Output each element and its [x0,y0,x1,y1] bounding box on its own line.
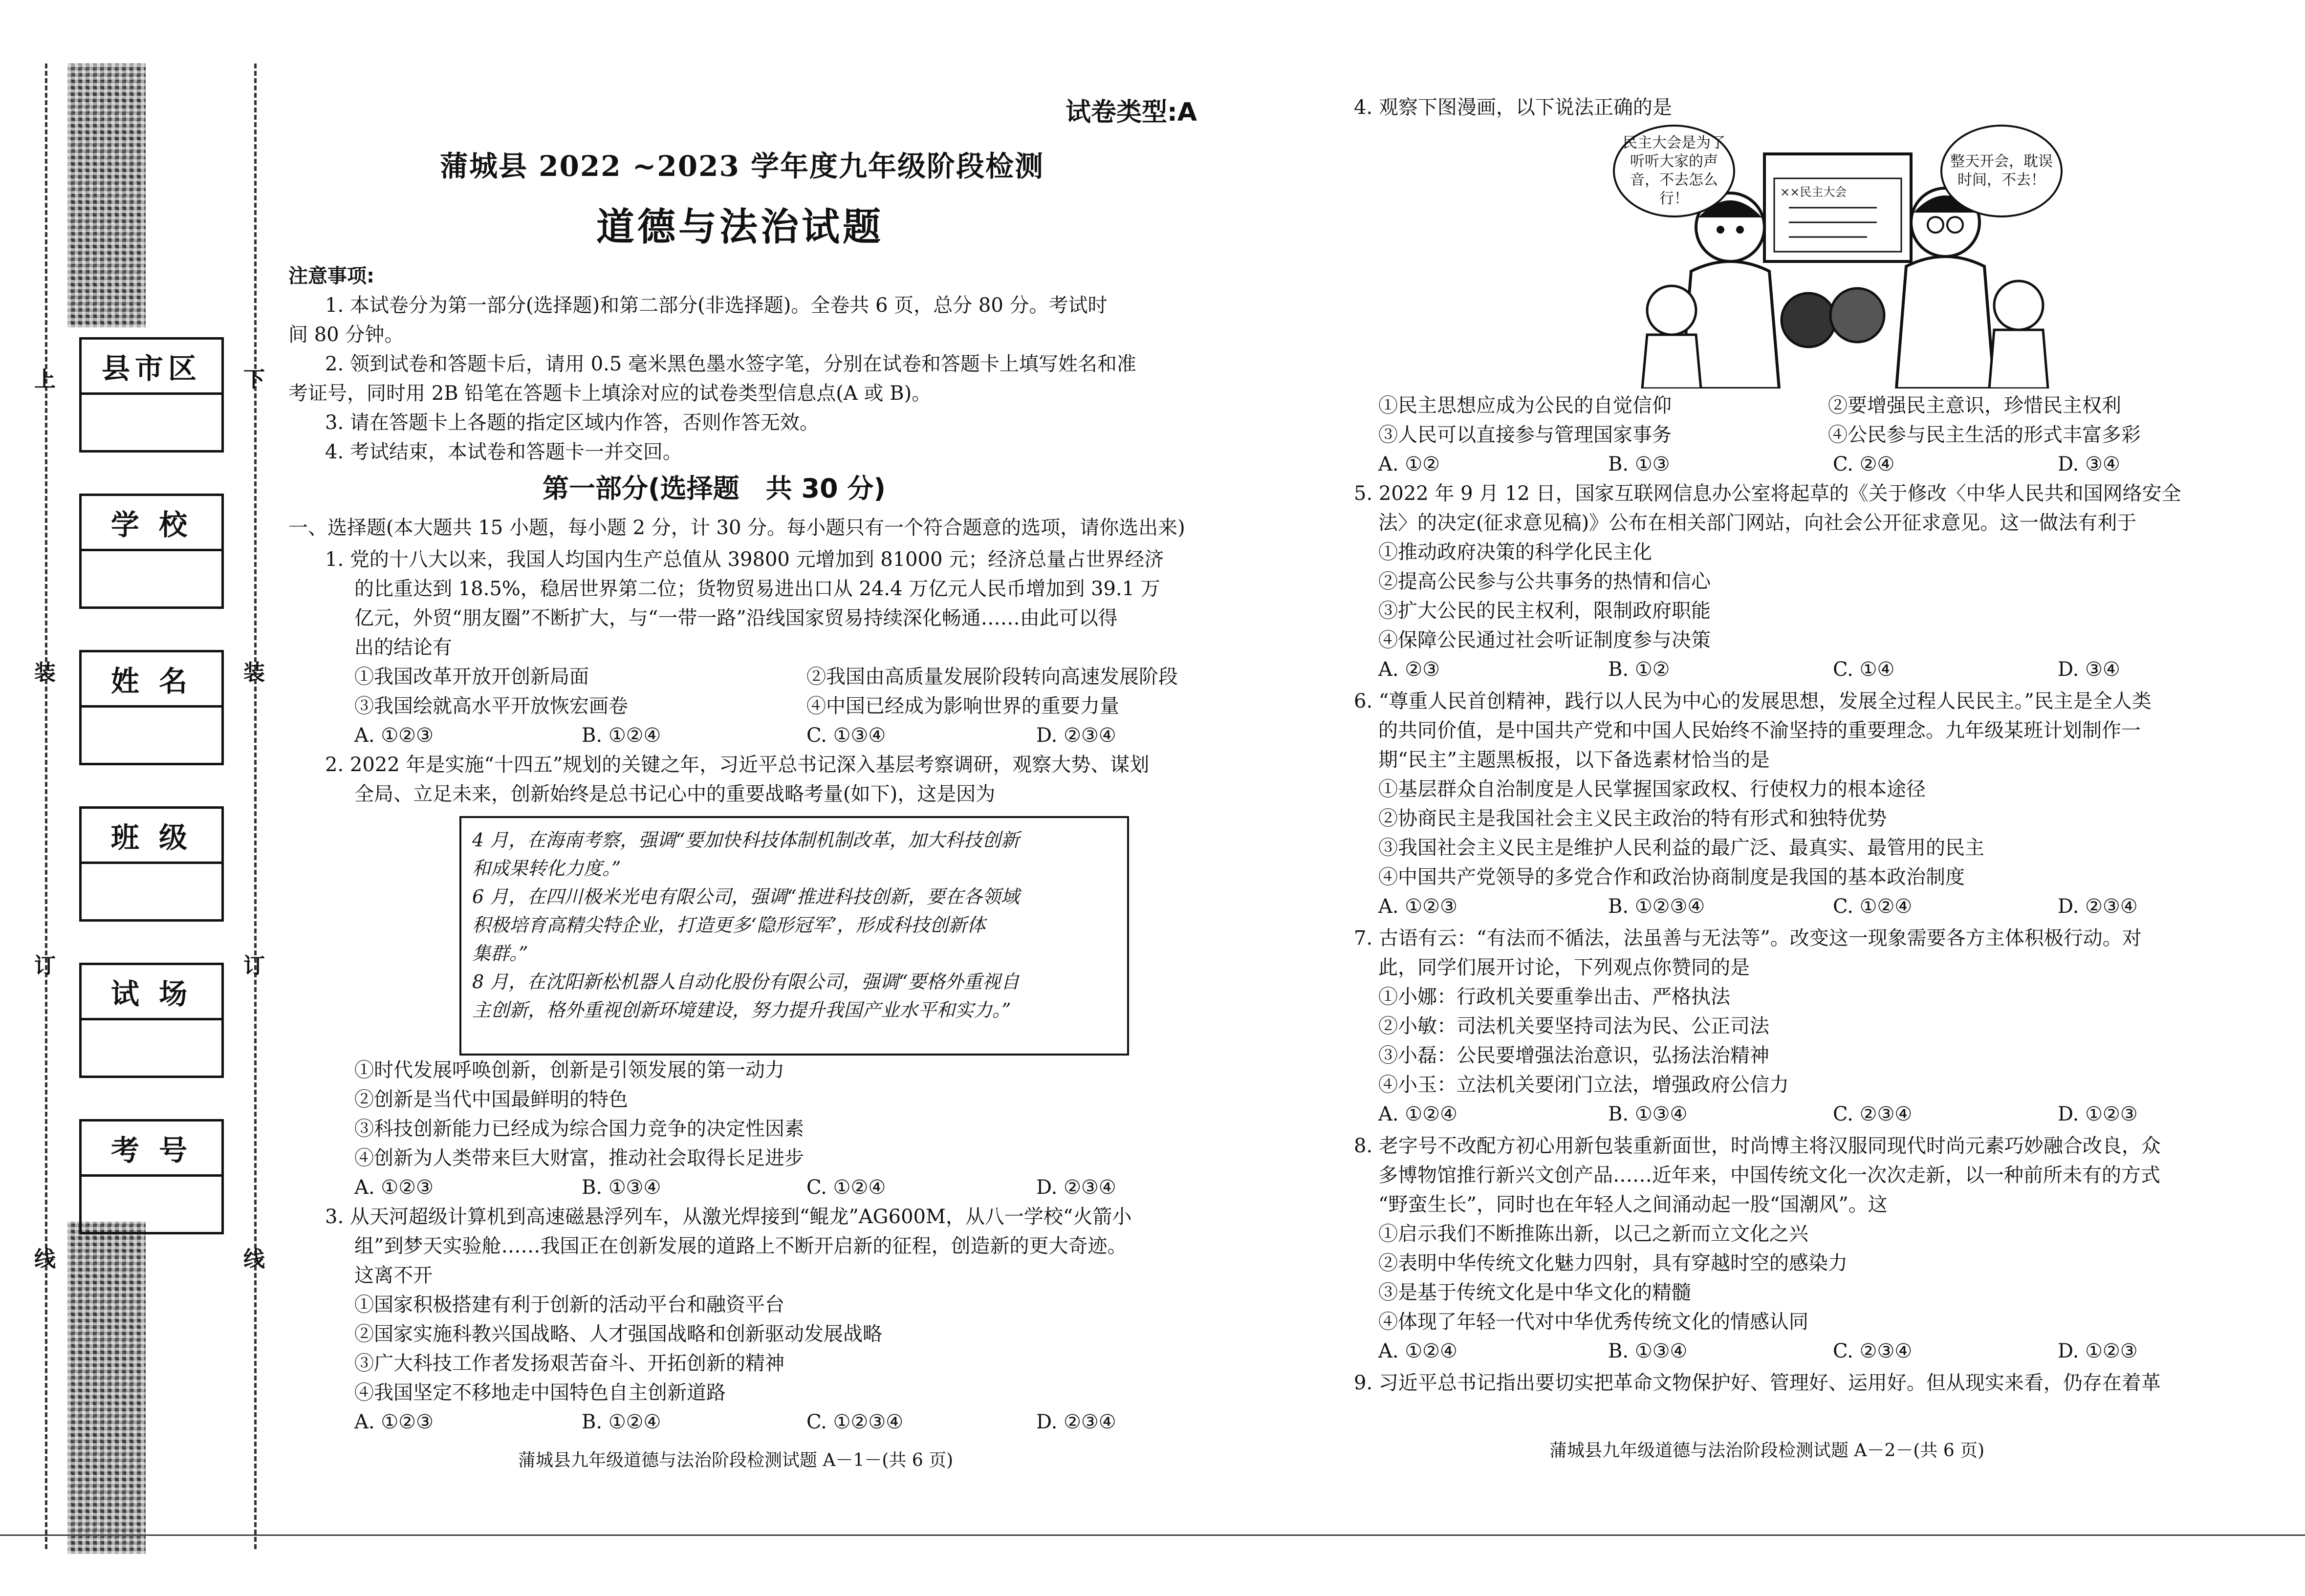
q4-choice-a[interactable]: A. ①② [1378,453,1440,475]
barcode-strip-top [67,64,146,327]
q1-line-2: 的比重达到 18.5%，稳居世界第二位；货物贸易进出口从 24.4 万亿元人民币增加到 39.1 万 [354,578,1160,600]
q2-quote-line-1: 4 月，在海南考察，强调“要加快科技体制机制改革，加大科技创新 [472,829,1020,851]
q7-line-1: 7. 古语有云：“有法而不循法，法虽善与无法等”。改变这一现象需要各方主体积极行动。对 [1354,927,2142,949]
q7-item-4: ④小玉：立法机关要闭门立法，增强政府公信力 [1378,1074,1789,1096]
paper-type: 试卷类型:A [1066,98,1197,127]
q5-item-3: ③扩大公民的民主权利，限制政府职能 [1378,600,1711,622]
field-name[interactable] [79,650,224,765]
q7-item-2: ②小敏：司法机关要坚持司法为民、公正司法 [1378,1015,1769,1037]
q6-line-3: 期“民主”主题黑板报，以下备选素材恰当的是 [1378,749,1770,771]
notice-line-3: 2. 领到试卷和答题卡后，请用 0.5 毫米黑色墨水签字笔，分别在试卷和答题卡上填写姓名和准 [325,353,1136,375]
q2-quote-box [459,816,1129,1056]
q7-item-3: ③小磊：公民要增强法治意识，弘扬法治精神 [1378,1044,1769,1067]
q2-choice-c[interactable]: C. ①②④ [806,1176,886,1199]
q3-choice-d[interactable]: D. ②③④ [1036,1411,1116,1433]
footer-right: 蒲城县九年级道德与法治阶段检测试题 A－2－(共 6 页) [1549,1441,1985,1461]
q3-item-3: ③广大科技工作者发扬艰苦奋斗、开拓创新的精神 [354,1352,784,1375]
q2-quote-line-7: 主创新，格外重视创新环境建设，努力提升我国产业水平和实力。” [472,999,1011,1021]
q2-choice-d[interactable]: D. ②③④ [1036,1176,1116,1199]
exam-title: 蒲城县 2022 ~2023 学年度九年级阶段检测 [440,150,1044,183]
q8-item-4: ④体现了年轻一代对中华优秀传统文化的情感认同 [1378,1311,1808,1333]
q4-item-1: ①民主思想应成为公民的自觉信仰 [1378,394,1672,417]
page-bottom-rule [0,1534,2305,1536]
q3-choice-c[interactable]: C. ①②③④ [806,1411,904,1433]
q5-choice-d[interactable]: D. ③④ [2058,658,2120,681]
q6-choice-b[interactable]: B. ①②③④ [1608,895,1705,918]
q6-item-1: ①基层群众自治制度是人民掌握国家政权、行使权力的根本途径 [1378,778,1926,800]
q6-choice-c[interactable]: C. ①②④ [1833,895,1913,918]
q1-line-4: 出的结论有 [354,636,452,659]
q5-choice-b[interactable]: B. ①② [1608,658,1670,681]
field-name-label: 姓 名 [82,652,221,708]
q3-line-1: 3. 从天河超级计算机到高速磁悬浮列车，从激光焊接到“鲲龙”AG600M，从八一学校“火箭小 [325,1206,1132,1228]
field-school-label: 学 校 [82,496,221,551]
q6-line-1: 6. “尊重人民首创精神，践行以人民为中心的发展思想，发展全过程人民民主。”民主是全人类 [1354,690,2152,712]
field-exam-number-label: 考 号 [82,1122,221,1177]
q6-line-2: 的共同价值，是中国共产党和中国人民始终不渝坚持的重要理念。九年级某班计划制作一 [1378,719,2141,742]
binding-line-left [45,64,47,1549]
q2-quote-line-5: 集群。” [472,943,528,964]
cartoon-bubble-right: 整天开会，耽误时间，不去！ [1940,125,2063,217]
q4-choice-b[interactable]: B. ①③ [1608,453,1670,475]
field-class-label: 班 级 [82,809,221,864]
q2-choice-b[interactable]: B. ①③④ [582,1176,661,1199]
barcode-strip-bottom [67,1222,146,1554]
q2-line-1: 2. 2022 年是实施“十四五”规划的关键之年，习近平总书记深入基层考察调研，观察大势、谋划 [325,754,1150,776]
q8-line-3: “野蛮生长”，同时也在年轻人之间涌动起一股“国潮风”。这 [1378,1193,1888,1216]
q1-choice-d[interactable]: D. ②③④ [1036,724,1116,747]
q2-quote-line-6: 8 月，在沈阳新松机器人自动化股份有限公司，强调“要格外重视自 [472,971,1020,992]
q5-choice-c[interactable]: C. ①④ [1833,658,1895,681]
field-county[interactable] [79,337,224,453]
notice-line-4: 考证号，同时用 2B 铅笔在答题卡上填涂对应的试卷类型信息点(A 或 B)。 [288,382,932,405]
part1-heading: 第一部分(选择题 共 30 分) [543,473,886,504]
q2-item-1: ①时代发展呼唤创新，创新是引领发展的第一动力 [354,1059,784,1081]
q6-choice-d[interactable]: D. ②③④ [2058,895,2138,918]
q5-choice-a[interactable]: A. ②③ [1378,658,1440,681]
q3-line-2: 组”到梦天实验舱……我国正在创新发展的道路上不断开启新的征程，创造新的更大奇迹。 [354,1235,1127,1257]
field-exam-room[interactable] [79,963,224,1078]
binding-char-right-3: 订 [243,953,265,978]
q4-item-4: ④公民参与民主生活的形式丰富多彩 [1828,424,2141,446]
q3-line-3: 这离不开 [354,1264,433,1287]
notice-heading: 注意事项: [288,265,374,287]
q3-item-4: ④我国坚定不移地走中国特色自主创新道路 [354,1381,726,1404]
q5-item-2: ②提高公民参与公共事务的热情和信心 [1378,570,1711,593]
q7-item-1: ①小娜：行政机关要重拳出击、严格执法 [1378,986,1730,1008]
q1-item-3: ③我国绘就高水平开放恢宏画卷 [354,695,628,717]
q6-item-3: ③我国社会主义民主是维护人民利益的最广泛、最真实、最管用的民主 [1378,837,1984,859]
q8-choice-b[interactable]: B. ①③④ [1608,1340,1688,1362]
part1-intro: 一、选择题(本大题共 15 小题，每小题 2 分，计 30 分。每小题只有一个符合题意的选项，请你选出来) [288,517,1185,539]
q8-choice-a[interactable]: A. ①②④ [1378,1340,1457,1362]
q2-quote-line-3: 6 月，在四川极米光电有限公司，强调“推进科技创新，要在各领域 [472,886,1020,907]
q1-choice-a[interactable]: A. ①②③ [354,724,434,747]
notice-line-1: 1. 本试卷分为第一部分(选择题)和第二部分(非选择题)。全卷共 6 页，总分 80 分。考试时 [325,294,1108,317]
q4-stem: 4. 观察下图漫画，以下说法正确的是 [1354,96,1672,119]
q1-item-2: ②我国由高质量发展阶段转向高速发展阶段 [806,666,1178,688]
q6-item-2: ②协商民主是我国社会主义民主政治的特有形式和独特优势 [1378,807,1887,830]
field-class[interactable] [79,806,224,922]
binding-char-right-1: 下 [243,367,265,392]
q8-item-2: ②表明中华传统文化魅力四射，具有穿越时空的感染力 [1378,1252,1848,1274]
q7-choice-a[interactable]: A. ①②④ [1378,1103,1457,1125]
cartoon-illustration [1603,125,2072,388]
field-county-label: 县市区 [82,340,221,395]
q2-item-4: ④创新为人类带来巨大财富，推动社会取得长足进步 [354,1147,804,1169]
q2-choice-a[interactable]: A. ①②③ [354,1176,434,1199]
q5-line-1: 5. 2022 年 9 月 12 日，国家互联网信息办公室将起草的《关于修改〈中华人民共和国网络安全 [1354,482,2181,505]
q7-line-2: 此，同学们展开讨论，下列观点你赞同的是 [1378,956,1750,979]
binding-line-right [254,64,257,1549]
subject-title: 道德与法治试题 [596,205,884,249]
binding-char-left-3: 订 [34,953,56,978]
q1-item-4: ④中国已经成为影响世界的重要力量 [806,695,1119,717]
notice-line-5: 3. 请在答题卡上各题的指定区域内作答，否则作答无效。 [325,411,819,434]
q7-choice-d[interactable]: D. ①②③ [2058,1103,2138,1125]
q2-line-2: 全局、立足未来，创新始终是总书记心中的重要战略考量(如下)，这是因为 [354,783,996,805]
q8-line-2: 多博物馆推行新兴文创产品……近年来，中国传统文化一次次走新，以一种前所未有的方式 [1378,1164,2160,1186]
field-school[interactable] [79,494,224,609]
q1-item-1: ①我国改革开放开创新局面 [354,666,589,688]
q8-item-1: ①启示我们不断推陈出新，以己之新而立文化之兴 [1378,1223,1808,1245]
q7-choice-b[interactable]: B. ①③④ [1608,1103,1688,1125]
q8-line-1: 8. 老字号不改配方初心用新包装重新面世，时尚博主将汉服同现代时尚元素巧妙融合改良，众 [1354,1135,2161,1157]
q8-item-3: ③是基于传统文化是中华文化的精髓 [1378,1281,1691,1304]
q7-choice-c[interactable]: C. ②③④ [1833,1103,1913,1125]
q3-item-1: ①国家积极搭建有利于创新的活动平台和融资平台 [354,1294,784,1316]
q3-choice-b[interactable]: B. ①②④ [582,1411,661,1433]
q4-choice-c[interactable]: C. ②④ [1833,453,1895,475]
footer-left: 蒲城县九年级道德与法治阶段检测试题 A－1－(共 6 页) [518,1450,954,1470]
q3-choice-a[interactable]: A. ①②③ [354,1411,434,1433]
binding-char-left-1: 上 [34,367,56,392]
q2-item-2: ②创新是当代中国最鲜明的特色 [354,1088,628,1111]
q6-choice-a[interactable]: A. ①②③ [1378,895,1457,918]
q6-item-4: ④中国共产党领导的多党合作和政治协商制度是我国的基本政治制度 [1378,866,1965,888]
q2-quote-line-4: 积极培育高精尖特企业，打造更多‘隐形冠军’，形成科技创新体 [472,914,986,936]
cartoon-board-label: ××民主大会 [1780,185,1847,199]
binding-char-right-2: 装 [243,660,265,685]
q5-item-4: ④保障公民通过社会听证制度参与决策 [1378,629,1711,651]
q1-choice-b[interactable]: B. ①②④ [582,724,661,747]
q8-choice-d[interactable]: D. ①②③ [2058,1340,2138,1362]
q1-line-3: 亿元，外贸“朋友圈”不断扩大，与“一带一路”沿线国家贸易持续深化畅通……由此可以得 [354,607,1118,629]
q2-quote-line-2: 和成果转化力度。” [472,858,621,879]
field-exam-room-label: 试 场 [82,965,221,1020]
q5-line-2: 法〉的决定(征求意见稿)》公布在相关部门网站，向社会公开征求意见。这一做法有利于 [1378,512,2137,534]
q1-line-1: 1. 党的十八大以来，我国人均国内生产总值从 39800 元增加到 81000 元；经济总量占世界经济 [325,548,1164,571]
q3-item-2: ②国家实施科教兴国战略、人才强国战略和创新驱动发展战略 [354,1323,882,1345]
binding-char-right-4: 线 [243,1247,265,1272]
notice-line-2: 间 80 分钟。 [288,324,404,346]
field-exam-number[interactable] [79,1119,224,1234]
cartoon-bubble-left: 民主大会是为了听听大家的声音，不去怎么行！ [1613,125,1735,217]
binding-char-left-2: 装 [34,660,56,685]
q1-choice-c[interactable]: C. ①③④ [806,724,886,747]
q8-choice-c[interactable]: C. ②③④ [1833,1340,1913,1362]
notice-line-6: 4. 考试结束，本试卷和答题卡一并交回。 [325,441,682,463]
q4-choice-d[interactable]: D. ③④ [2058,453,2120,475]
q2-item-3: ③科技创新能力已经成为综合国力竞争的决定性因素 [354,1118,804,1140]
q4-item-3: ③人民可以直接参与管理国家事务 [1378,424,1672,446]
q5-item-1: ①推动政府决策的科学化民主化 [1378,541,1652,563]
q9-line-1: 9. 习近平总书记指出要切实把革命文物保护好、管理好、运用好。但从现实来看，仍存在着革 [1354,1372,2161,1394]
q4-item-2: ②要增强民主意识，珍惜民主权利 [1828,394,2121,417]
binding-char-left-4: 线 [34,1247,56,1272]
